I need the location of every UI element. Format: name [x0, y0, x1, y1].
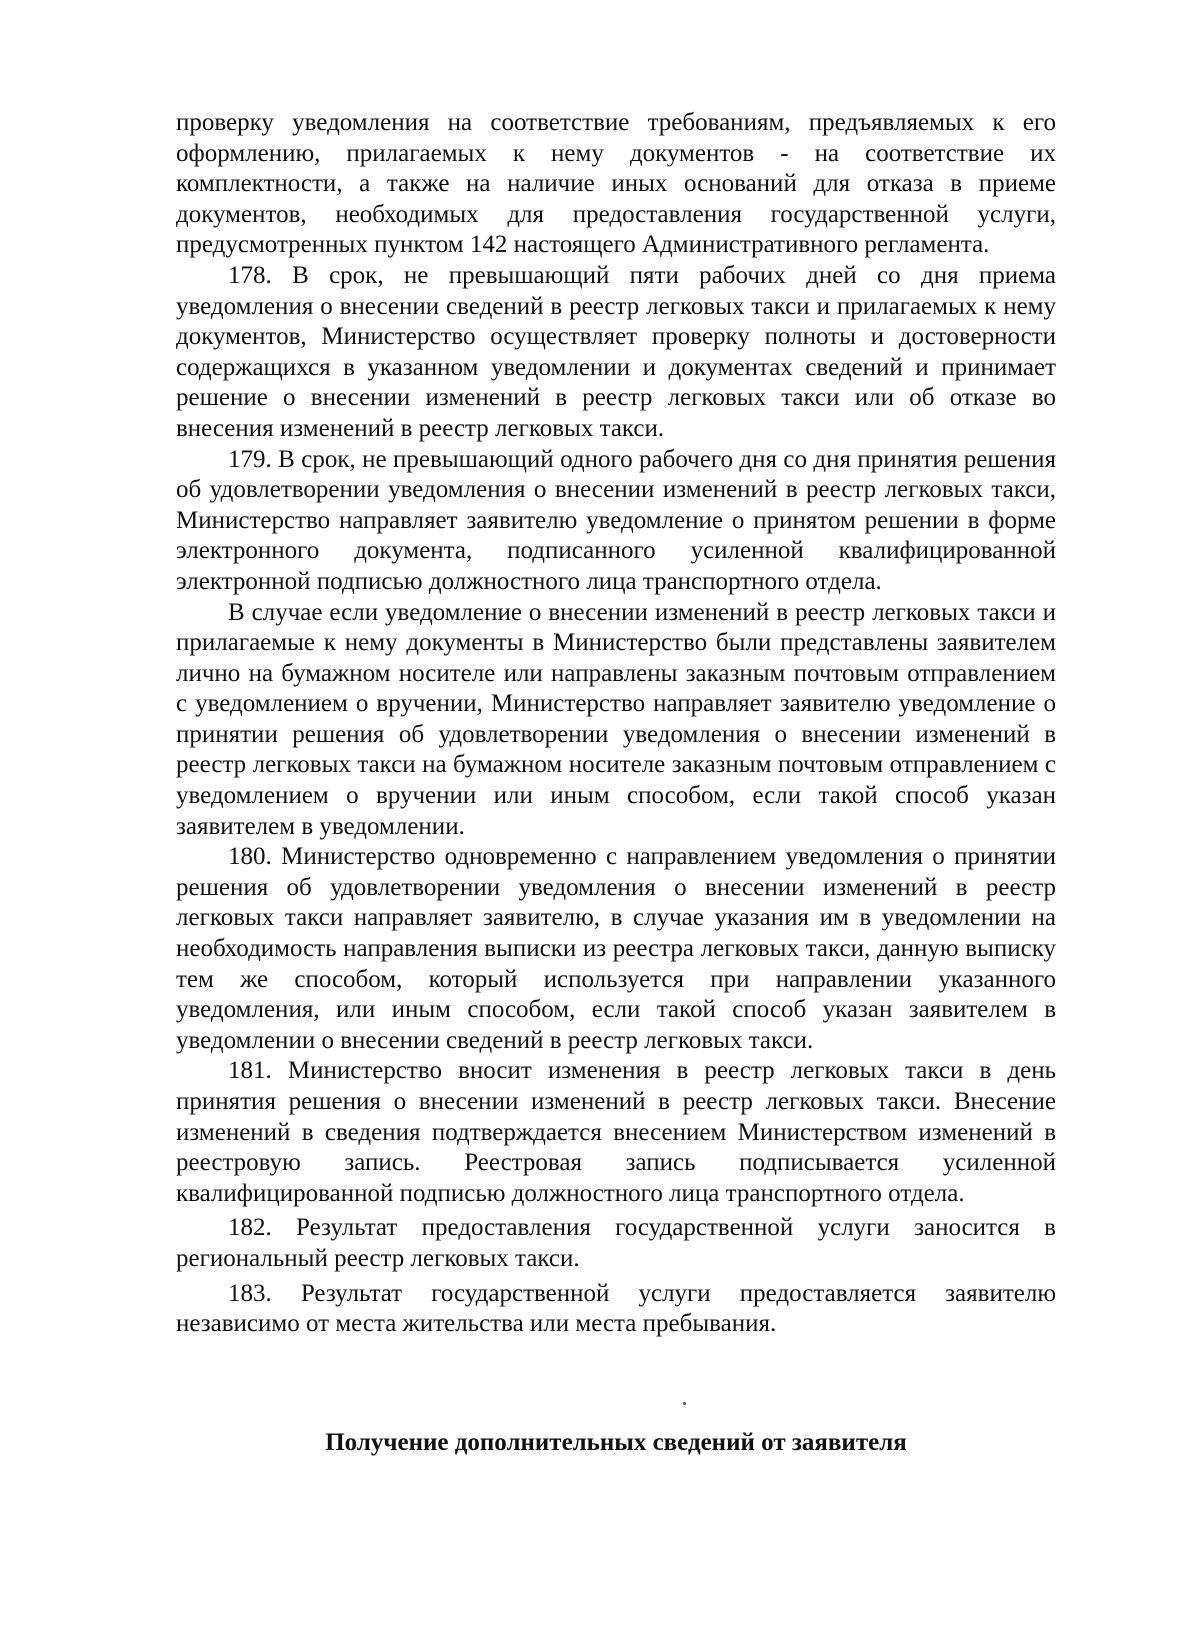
section-heading: Получение дополнительных сведений от заявителя: [325, 1429, 907, 1456]
paragraph-case: В случае если уведомление о внесении изменений в реестр легковых такси и прилагаемые к нему документы в Министерство были представлены заявителем лично на бумажном носителе или направлены заказным почтовым отправлением с уведомлением о вручении, Министерство направляет заявителю уведомление о принятии решения об удовлетворении уведомления о внесении изменений в реестр легковых такси на бумажном носителе заказным почтовым отправлением с уведомлением о вручении или иным способом, если такой способ указан заявителем в уведомлении.: [176, 598, 1056, 840]
document-body: [176, 108, 1056, 1340]
paragraph-181: 181. Министерство вносит изменения в реестр легковых такси в день принятия решения о внесении изменений в реестр легковых такси. Внесение изменений в сведения подтверждается внесением Министерством изменений в реестровую запись. Реестровая запись подписывается усиленной квалифицированной подписью должностного лица транспортного отдела.: [176, 1057, 1056, 1207]
paragraph-179: 179. В срок, не превышающий одного рабочего дня со дня принятия решения об удовлетворении уведомления о внесении изменений в реестр легковых такси, Министерство направляет заявителю уведомление о принятом решении в форме электронного документа, подписанного усиленной квалифицированной электронной подписью должностного лица транспортного отдела.: [176, 445, 1056, 595]
paragraph-continuation: проверку уведомления на соответствие требованиям, предъявляемых к его оформлению, прилагаемых к нему документов - на соответствие их комплектности, а также на наличие иных оснований для отказа в приеме документов, необходимых для предоставления государственной услуги, предусмотренных пунктом 142 настоящего Административного регламента.: [176, 109, 1056, 259]
scan-speck: [683, 1402, 686, 1405]
paragraph-183: 183. Результат государственной услуги предоставляется заявителю независимо от места жительства или места пребывания.: [176, 1279, 1056, 1338]
paragraph-178: 178. В срок, не превышающий пяти рабочих дней со дня приема уведомления о внесении сведений в реестр легковых такси и прилагаемых к нему документов, Министерство осуществляет проверку полноты и достоверности содержащихся в указанном уведомлении и документах сведений и принимает решение о внесении изменений в реестр легковых такси или об отказе во внесения изменений в реестр легковых такси.: [176, 261, 1056, 442]
paragraph-182: 182. Результат предоставления государственной услуги заносится в региональный реестр легковых такси.: [176, 1214, 1056, 1272]
paragraph-180: 180. Министерство одновременно с направлением уведомления о принятии решения об удовлетворении уведомления о внесении изменений в реестр легковых такси направляет заявителю, в случае указания им в уведомлении на необходимость направления выписки из реестра легковых такси, данную выписку тем же способом, который используется при направлении указанного уведомления, или иным способом, если такой способ указан заявителем в уведомлении о внесении сведений в реестр легковых такси.: [176, 843, 1056, 1054]
